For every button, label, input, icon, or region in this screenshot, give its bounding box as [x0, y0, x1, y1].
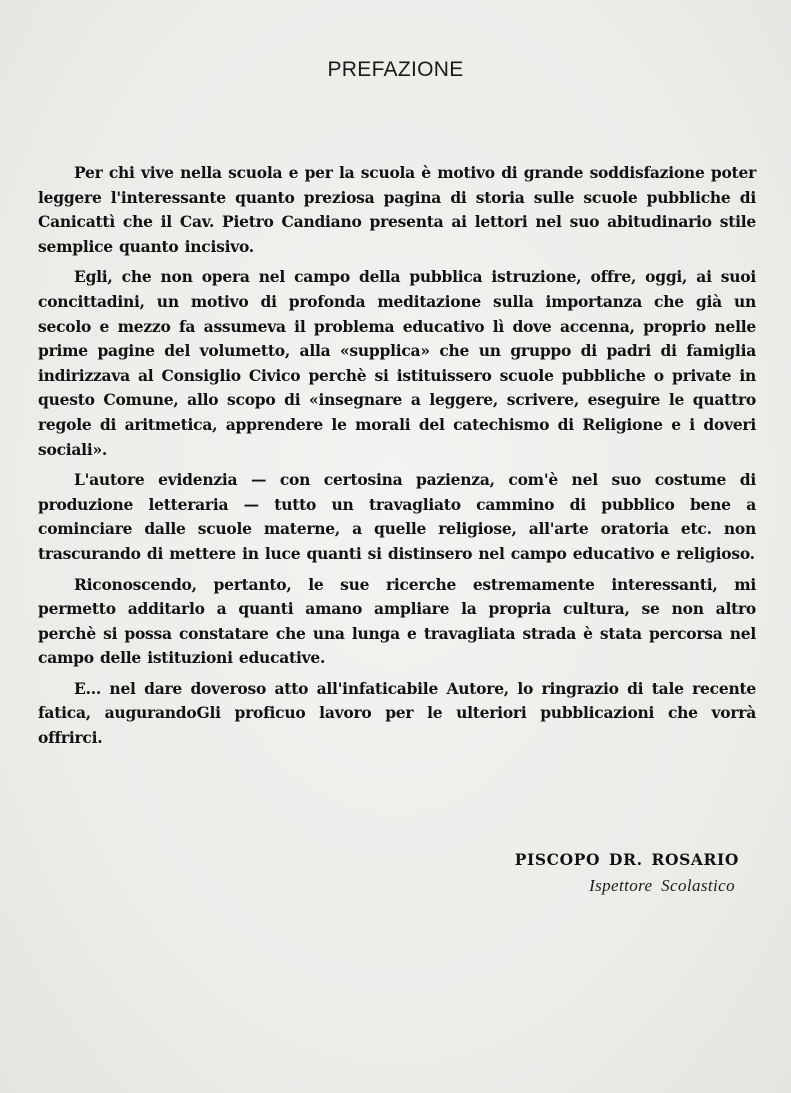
page-title: PREFAZIONE [327, 58, 464, 81]
signature-block [515, 848, 739, 900]
signature-name: PISCOPO DR. ROSARIO [514, 850, 739, 869]
body-text [38, 161, 756, 757]
paragraph: Per chi vive nella scuola e per la scuola è motivo di grande soddisfazione poter leggere l'interessante quanto preziosa pagina di storia sulle scuole pubbliche di Canicattì che il Cav. Pietro Candiano presenta ai lettori nel suo abitudinario stile semplice quanto incisivo. [38, 163, 756, 256]
signature-role: Ispettore Scolastico [589, 876, 735, 895]
paragraph: Egli, che non opera nel campo della pubblica istruzione, offre, oggi, ai suoi concittadini, un motivo di profonda meditazione sulla importanza che già un secolo e mezzo fa assumeva il problema educativo lì dove accenna, proprio nelle prime pagine del volumetto, alla «supplica» che un gruppo di padri di famiglia indirizzava al Consiglio Civico perchè si istituissero scuole pubbliche o private in questo Comune, allo scopo di «insegnare a leggere, scrivere, eseguire le quattro regole di aritmetica, apprendere le morali del catechismo di Religione e i doveri sociali». [38, 267, 756, 459]
paragraph: L'autore evidenzia — con certosina pazienza, com'è nel suo costume di produzione letteraria — tutto un travagliato cammino di pubblico bene a cominciare dalle scuole materne, a quelle religiose, all'arte oratoria etc. non trascurando di mettere in luce quanti si distinsero nel campo educativo e religioso. [38, 470, 756, 563]
paragraph: E... nel dare doveroso atto all'infaticabile Autore, lo ringrazio di tale recente fatica, augurandoGli proficuo lavoro per le ulteriori pubblicazioni che vorrà offrirci. [38, 678, 756, 748]
paragraph: Riconoscendo, pertanto, le sue ricerche estremamente interessanti, mi permetto additarlo a quanti amano ampliare la propria cultura, se non altro perchè si possa constatare che una lunga e travagliata strada è stata percorsa nel campo delle istituzioni educative. [38, 574, 756, 668]
